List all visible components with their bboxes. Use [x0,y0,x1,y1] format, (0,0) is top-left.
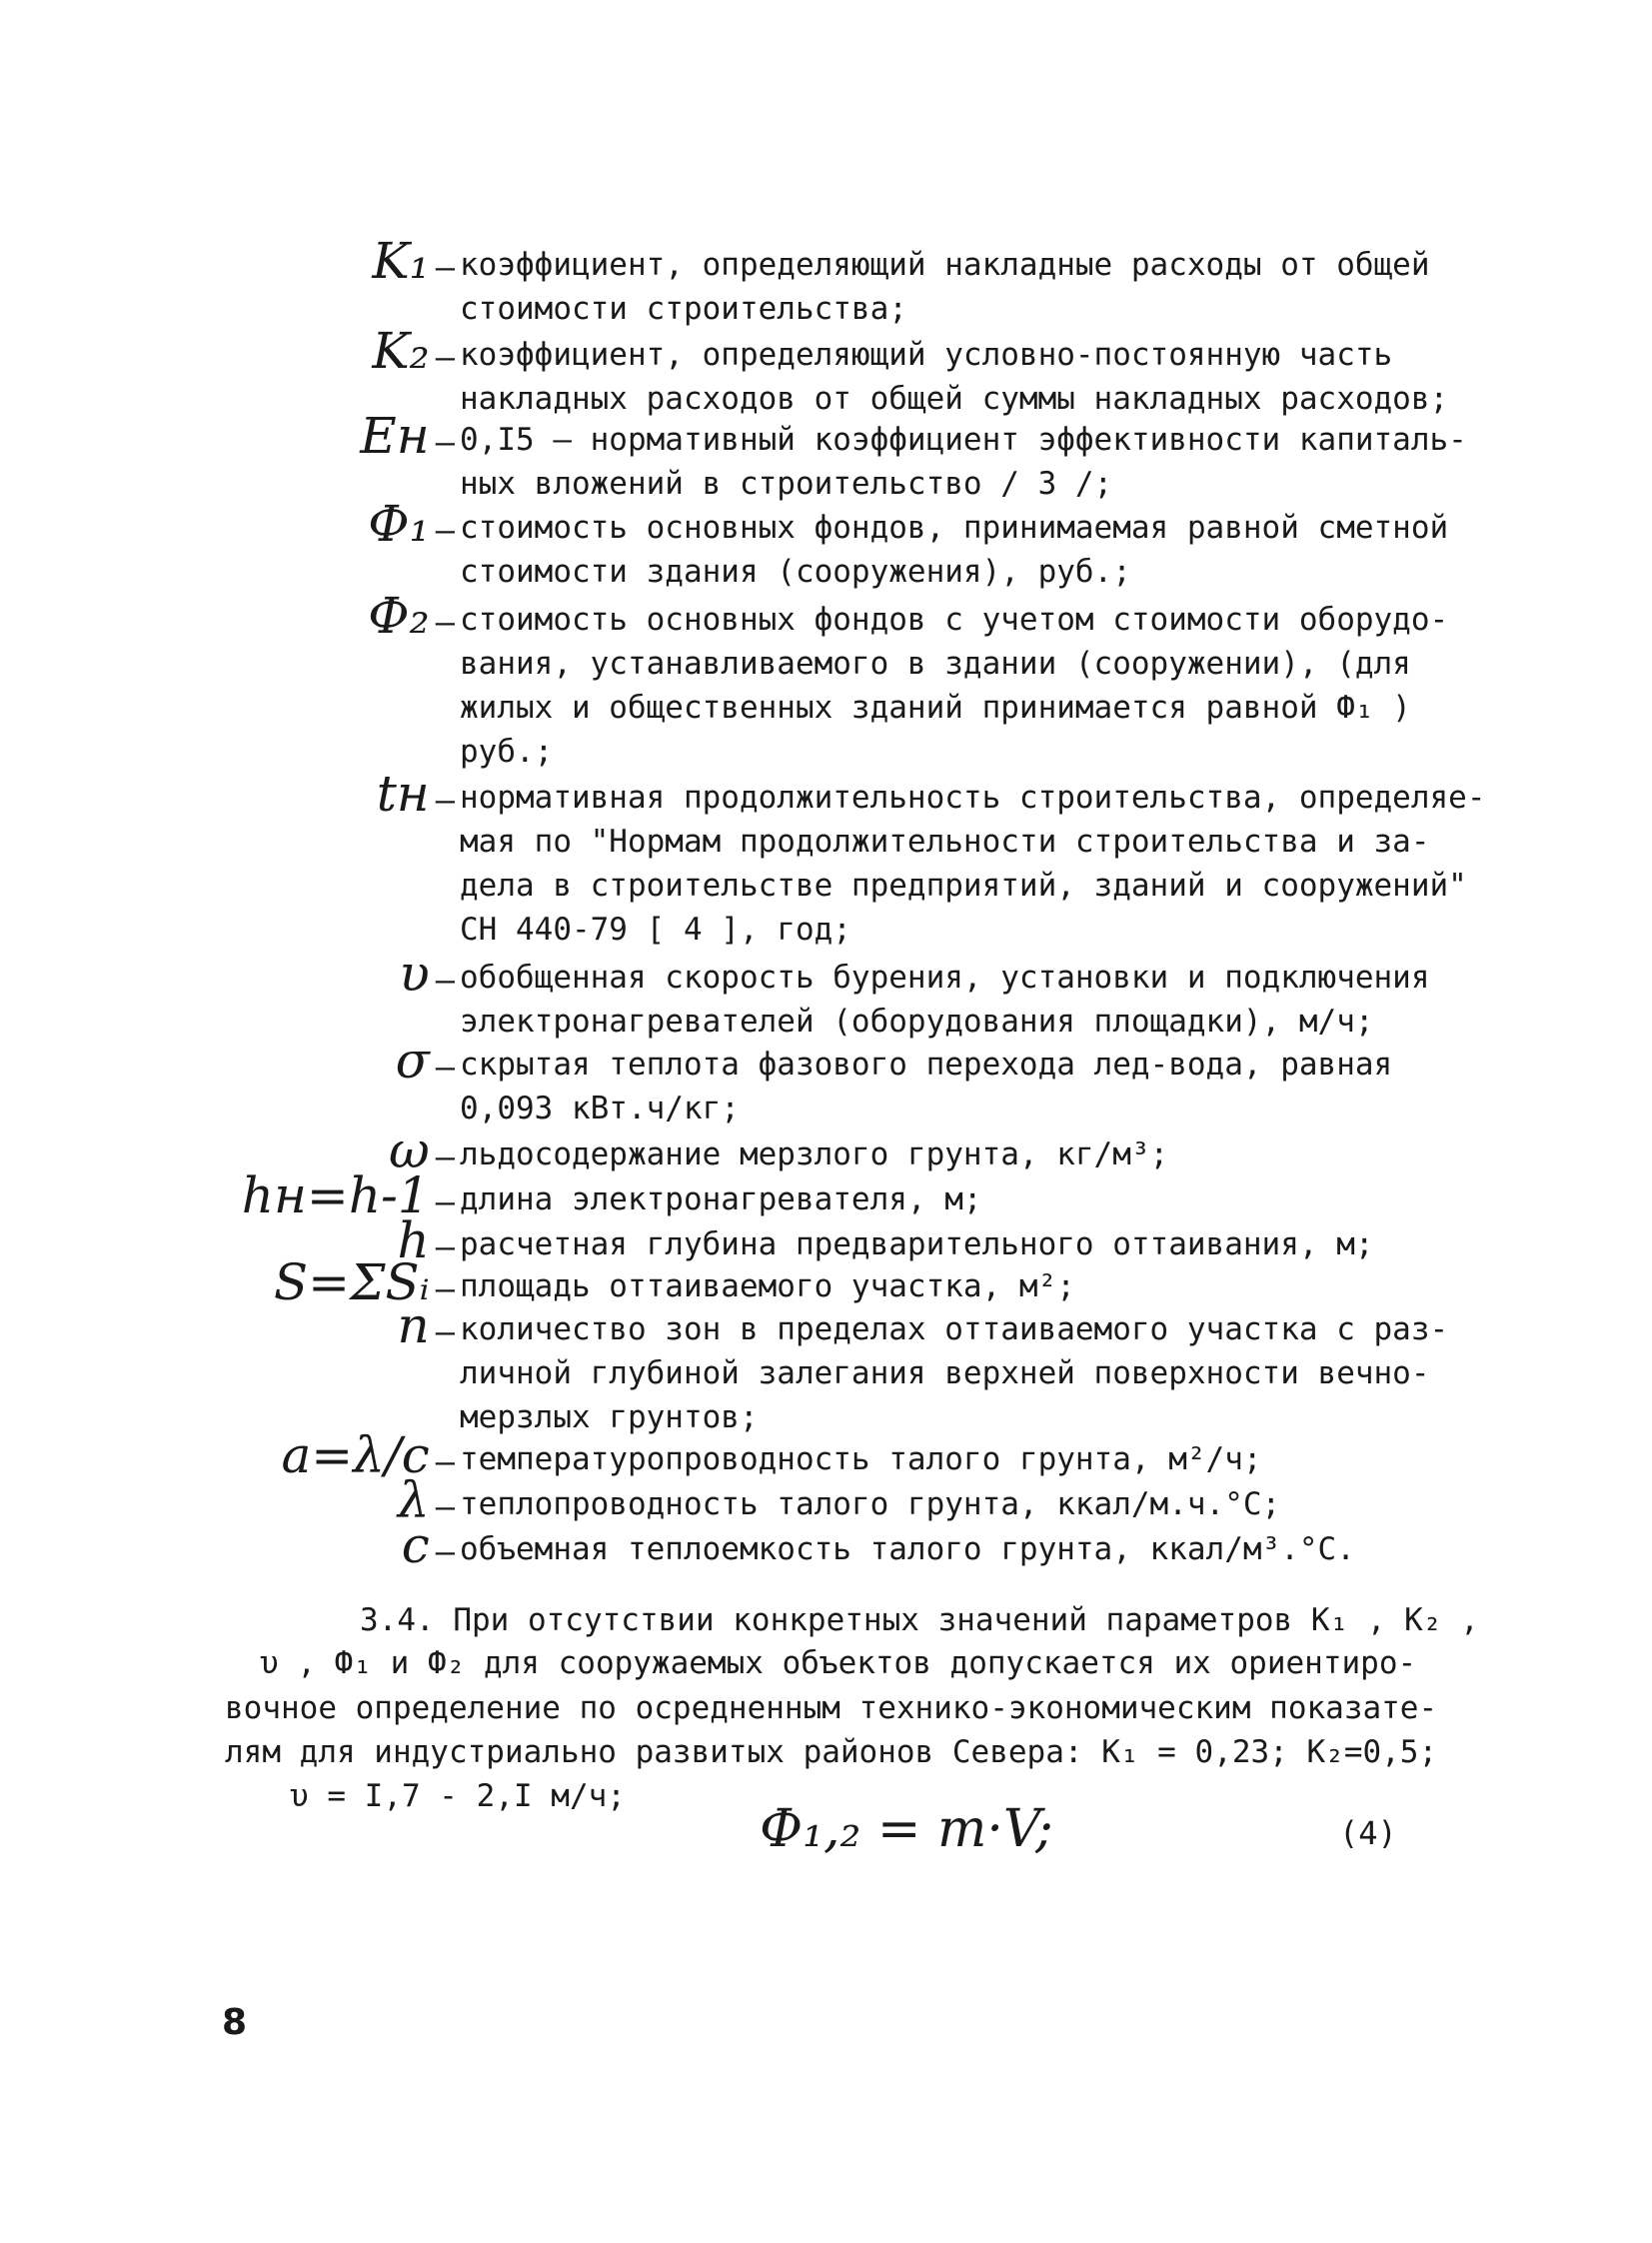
definition-line: личной глубиной залегания верхней поверхности вечно- [460,1355,1430,1391]
symbol-text: υ [399,945,430,1003]
symbol-text: h [397,1211,430,1269]
symbol-text: S=ΣSᵢ [273,1253,430,1311]
dash-separator: – [435,511,455,549]
definition-line: стоимости здания (сооружения), руб.; [460,554,1131,590]
symbol-text: tн [376,765,430,823]
definition-line: 0,I5 – нормативный коэффициент эффективности капиталь- [460,422,1467,458]
definition-line: стоимость основных фондов с учетом стоимости оборудо- [460,602,1449,638]
definition-line: жилых и общественных зданий принимается равной Ф₁ ) [460,690,1411,726]
dash-separator: – [435,338,455,376]
dash-separator: – [435,1532,455,1570]
dash-separator: – [435,603,455,641]
formula: Ф₁,₂ = m·V; [760,1799,1053,1859]
symbol-text: Eн [360,407,430,465]
paragraph-line: вочное определение по осредненным технико-экономическим показате- [225,1690,1438,1726]
dash-separator: – [435,1227,455,1265]
definition-symbol [395,1032,455,1093]
definition-line: накладных расходов от общей суммы накладных расходов; [460,381,1449,417]
definition-symbol [401,1516,455,1577]
definition-line: электронагревателей (оборудования площадки), м/ч; [460,1004,1374,1040]
dash-separator: – [435,1269,455,1307]
dash-separator: – [435,1312,455,1350]
definition-line: мая по "Нормам продолжительности строительства и за- [460,824,1430,860]
definition-line: мерзлых грунтов; [460,1399,759,1435]
dash-separator: – [435,1487,455,1525]
definition-symbol [368,495,455,556]
symbol-text: σ [395,1032,430,1090]
definition-line: руб.; [460,734,554,770]
definition-symbol [399,945,455,1006]
definition-line: дела в строительстве предприятий, зданий и сооружений" [460,868,1467,904]
symbol-text: hн=h-1 [241,1166,430,1224]
definition-symbol [372,232,455,293]
definition-line: коэффициент, определяющий условно-постоянную часть [460,337,1393,373]
definition-line: площадь оттаиваемого участка, м²; [460,1268,1075,1304]
symbol-text: a=λ/c [281,1426,430,1484]
definition-line: коэффициент, определяющий накладные расходы от общей [460,247,1430,283]
paragraph-line: лям для индустриально развитых районов Севера: K₁ = 0,23; K₂=0,5; [225,1734,1438,1770]
definition-line: количество зон в пределах оттаиваемого участка с раз- [460,1311,1449,1347]
definition-line: стоимости строительства; [460,291,907,327]
definition-symbol [372,322,455,383]
symbol-text: λ [398,1471,430,1529]
symbol-text: Ф₂ [368,587,430,645]
definition-line: ных вложений в строительство / 3 /; [460,466,1113,502]
definition-symbol [368,587,455,648]
symbol-text: K₂ [372,322,430,380]
symbol-text: K₁ [372,232,430,290]
definition-line: 0,093 кВт.ч/кг; [460,1091,740,1126]
definition-line: температуропроводность талого грунта, м²/ч; [460,1441,1262,1477]
dash-separator: – [435,1182,455,1220]
dash-separator: – [435,423,455,461]
dash-separator: – [435,1137,455,1175]
definition-line: объемная теплоемкость талого грунта, ккал/м³.°С. [460,1531,1355,1567]
definition-line: СН 440-79 [ 4 ], год; [460,912,851,948]
definition-line: обобщенная скорость бурения, установки и подключения [460,960,1430,996]
definition-line: нормативная продолжительность строительства, определяе- [460,780,1486,816]
symbol-text: ω [388,1122,430,1179]
symbol-text: c [401,1516,430,1574]
definition-line: льдосодержание мерзлого грунта, кг/м³; [460,1136,1169,1172]
symbol-text: n [397,1296,430,1354]
definition-line: стоимость основных фондов, принимаемая равной сметной [460,510,1449,546]
paragraph-line: 3.4. При отсутствии конкретных значений параметров K₁ , K₂ , [360,1602,1479,1638]
page-number: 8 [222,2002,248,2043]
definition-line: длина электронагревателя, м; [460,1181,982,1217]
paragraph-line: υ = I,7 - 2,I м/ч; [290,1778,626,1814]
dash-separator: – [435,1048,455,1086]
paragraph-line: υ , Ф₁ и Ф₂ для сооружаемых объектов допускается их ориентиро- [260,1645,1417,1681]
dash-separator: – [435,961,455,999]
definition-symbol [360,407,455,468]
definition-line: скрытая теплота фазового перехода лед-вода, равная [460,1047,1393,1083]
definition-line: теплопроводность талого грунта, ккал/м.ч.°С; [460,1486,1281,1522]
equation-number: (4) [1339,1814,1397,1852]
definition-line: вания, устанавливаемого в здании (сооружении), (для [460,646,1411,682]
dash-separator: – [435,781,455,819]
definition-line: расчетная глубина предварительного оттаивания, м; [460,1226,1374,1262]
dash-separator: – [435,1442,455,1480]
symbol-text: Ф₁ [368,495,430,553]
definition-symbol [397,1296,455,1357]
definition-symbol [376,765,455,826]
dash-separator: – [435,248,455,286]
